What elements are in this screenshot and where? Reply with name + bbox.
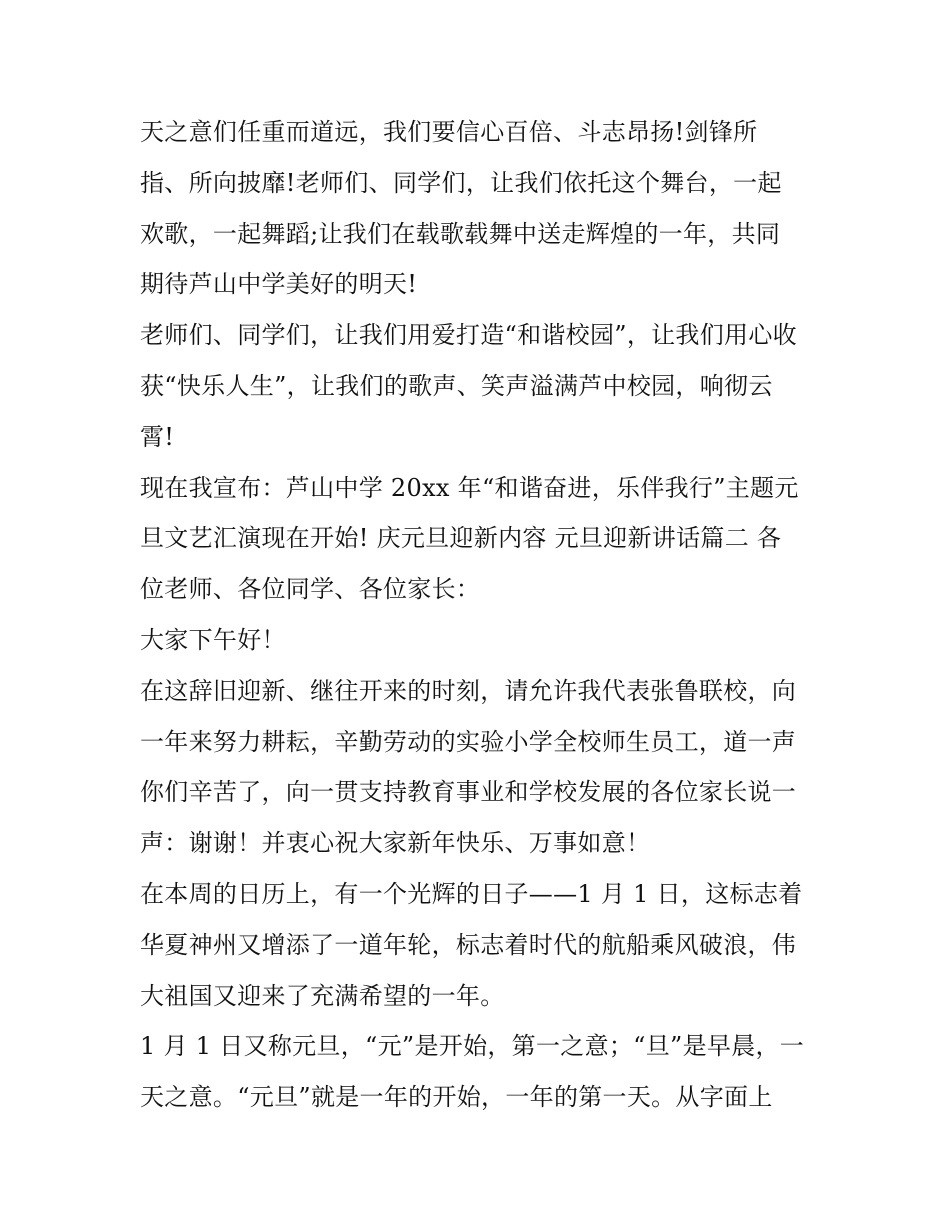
text-line: 获“快乐人生”，让我们的歌声、笑声溢满芦中校园，响彻云	[140, 371, 773, 400]
text-line: 大祖国又迎来了充满希望的一年。	[140, 981, 505, 1010]
text-line: 声：谢谢！并衷心祝大家新年快乐、万事如意！	[140, 829, 651, 858]
text-line: 你们辛苦了，向一贯支持教育事业和学校发展的各位家长说一	[140, 778, 797, 807]
text-line: 在本周的日历上，有一个光辉的日子——1 月 1 日，这标志着	[140, 879, 803, 908]
text-line: 大家下午好！	[140, 625, 286, 654]
text-line: 位老师、各位同学、各位家长：	[140, 575, 481, 604]
text-line: 霄!	[140, 422, 175, 451]
text-line: 欢歌，一起舞蹈;让我们在载歌载舞中送走辉煌的一年，共同	[140, 219, 781, 248]
text-line: 天之意。“元旦”就是一年的开始，一年的第一天。从字面上	[140, 1083, 773, 1112]
text-line: 现在我宣布：芦山中学 20xx 年“和谐奋进，乐伴我行”主题元	[140, 473, 799, 502]
text-line: 指、所向披靡!老师们、同学们，让我们依托这个舞台，一起	[140, 168, 782, 197]
text-line: 在这辞旧迎新、继往开来的时刻，请允许我代表张鲁联校，向	[140, 676, 797, 705]
text-line: 1 月 1 日又称元旦，“元”是开始，第一之意；“旦”是早晨，一	[140, 1032, 805, 1061]
text-line: 期待芦山中学美好的明天!	[140, 270, 418, 299]
document-body	[140, 107, 820, 1123]
text-line: 老师们、同学们，让我们用爱打造“和谐校园”，让我们用心收	[140, 321, 797, 350]
text-line: 旦文艺汇演现在开始! 庆元旦迎新内容 元旦迎新讲话篇二 各	[140, 524, 782, 553]
text-line: 天之意们任重而道远，我们要信心百倍、斗志昂扬!剑锋所	[140, 118, 758, 146]
text-line: 一年来努力耕耘，辛勤劳动的实验小学全校师生员工，道一声	[140, 727, 797, 756]
text-line: 华夏神州又增添了一道年轮，标志着时代的航船乘风破浪，伟	[140, 930, 797, 959]
